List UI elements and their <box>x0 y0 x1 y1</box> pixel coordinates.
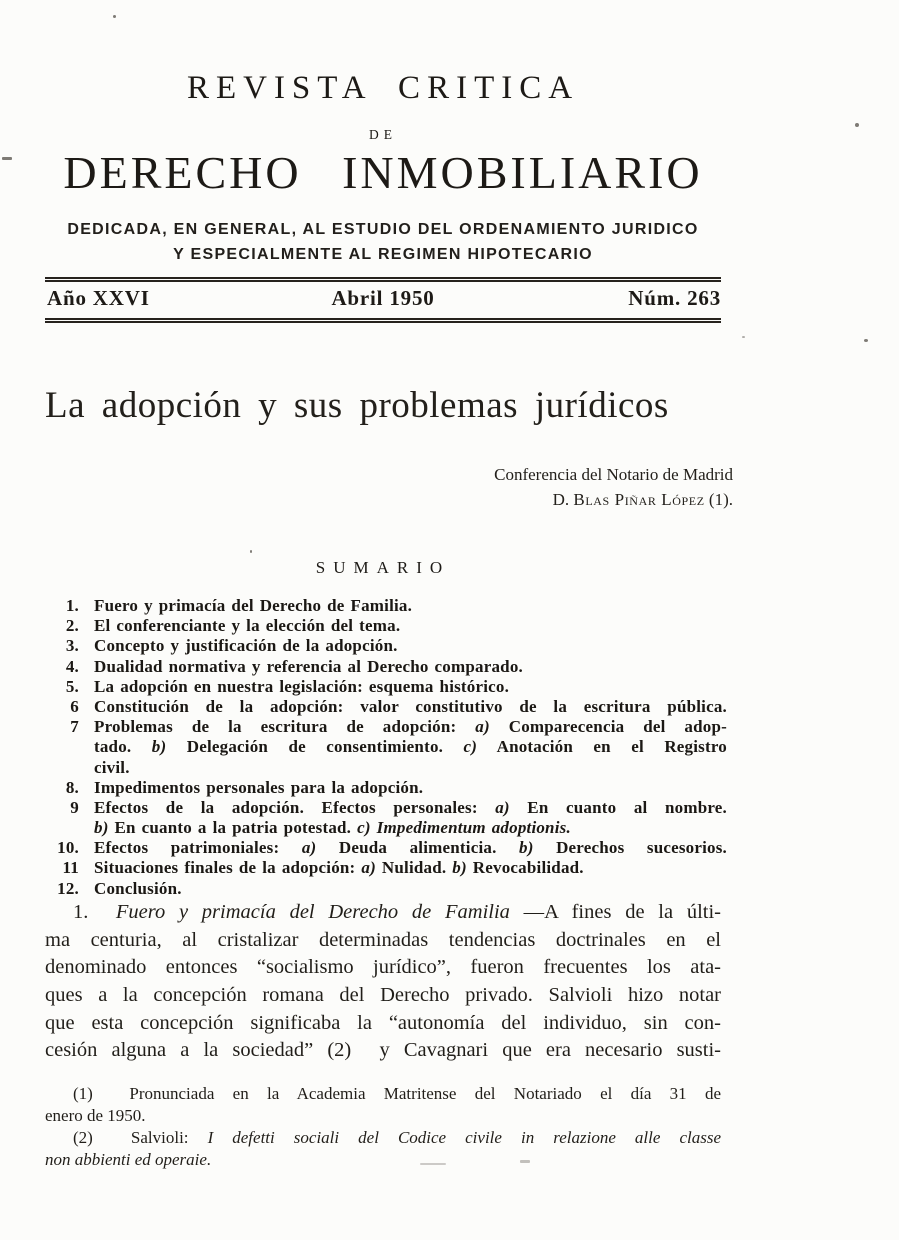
text-segment: Nulidad. <box>375 858 453 878</box>
text-segment: ques a la concepción romana del Derecho privado. Salvioli hizo notar <box>45 984 721 1007</box>
sumario-line <box>94 697 727 717</box>
italic-text-segment: c) <box>463 737 478 757</box>
sumario-line <box>94 616 727 636</box>
sumario-item-text <box>94 838 727 858</box>
sumario-item-number: 9 <box>70 797 79 817</box>
body-line <box>45 899 721 927</box>
sumario-line <box>94 636 727 656</box>
italic-text-segment: a) <box>495 797 510 817</box>
text-segment: Concepto y justificación de la adopción. <box>94 636 398 656</box>
scan-speck <box>864 339 868 342</box>
journal-subtitle-line2: Y ESPECIALMENTE AL REGIMEN HIPOTECARIO <box>173 246 593 263</box>
sumario-line <box>94 818 727 838</box>
text-segment: 1. <box>73 901 116 923</box>
footnote-line <box>45 1127 721 1149</box>
journal-title-de: DE <box>369 127 397 142</box>
issue-bar <box>45 286 721 314</box>
sumario-item-text <box>94 616 727 636</box>
sumario-item-number: 3. <box>65 636 79 656</box>
sumario-heading: SUMARIO <box>315 558 451 577</box>
issue-month: Abril 1950 <box>331 286 435 310</box>
article-title: La adopción y sus problemas jurídicos <box>45 385 669 426</box>
text-segment: La adopción en nuestra legislación: esquema histórico. <box>94 676 510 696</box>
article-body <box>45 899 721 1065</box>
byline-author-line <box>45 487 733 512</box>
sumario-item <box>45 717 727 778</box>
sumario-line <box>94 798 727 818</box>
sumario-item <box>45 616 727 636</box>
text-segment: Efectos de la adopción. Efectos personales: <box>94 797 496 817</box>
italic-text-segment: b) <box>94 818 109 838</box>
footnote-line <box>45 1083 721 1105</box>
footnotes <box>45 1083 721 1171</box>
body-line <box>45 1010 721 1038</box>
text-segment: —A fines de la últi- <box>509 901 721 923</box>
text-segment: El conferenciante y la elección del tema. <box>94 616 401 636</box>
text-segment: En cuanto a la patria potestad. <box>108 818 358 838</box>
text-segment: cesión alguna a la sociedad” (2) y Cavagnari que era necesario susti- <box>45 1039 721 1062</box>
journal-title-line2: DERECHO INMOBILIARIO <box>63 147 703 198</box>
sumario-item <box>45 838 727 858</box>
footnote-line <box>45 1149 721 1171</box>
sumario-item-number: 7 <box>70 717 79 737</box>
sumario-item-text <box>94 657 727 677</box>
sumario-item-text <box>94 879 727 899</box>
sumario-item <box>45 798 727 838</box>
sumario-item <box>45 677 727 697</box>
italic-text-segment: b) <box>151 737 167 757</box>
scan-speck <box>2 157 12 160</box>
italic-text-segment: a) <box>475 717 490 737</box>
text-segment: Anotación en el Registro <box>477 737 727 757</box>
sumario-item-number: 4. <box>65 656 79 676</box>
sumario-item <box>45 657 727 677</box>
italic-text-segment: Fuero y primacía del Derecho de Familia <box>115 901 510 923</box>
text-segment: Situaciones finales de la adopción: <box>94 858 362 878</box>
text-segment: Deuda alimenticia. <box>316 838 520 858</box>
issue-rule-top <box>45 277 721 282</box>
sumario-item <box>45 697 727 717</box>
sumario-line <box>94 737 727 757</box>
sumario-item-number: 6 <box>70 696 79 716</box>
text-segment: Dualidad normativa y referencia al Derecho comparado. <box>94 656 523 676</box>
sumario-item-text <box>94 636 727 656</box>
scan-speck <box>250 550 252 553</box>
text-segment: Delegación de consentimiento. <box>166 737 464 757</box>
sumario-item-text <box>94 717 727 778</box>
sumario-item-number: 10. <box>57 838 79 858</box>
text-segment: ma centuria, al cristalizar determinadas tendencias doctrinales en el <box>45 928 721 951</box>
issue-rule-bottom <box>45 318 721 323</box>
text-segment: Comparecencia del adop- <box>489 717 727 737</box>
sumario-line <box>94 717 727 737</box>
sumario-line <box>94 596 727 616</box>
sumario-line <box>94 879 727 899</box>
text-segment: Revocabilidad. <box>466 858 584 878</box>
text-segment: enero de 1950. <box>45 1106 146 1125</box>
sumario-item-number: 12. <box>57 878 79 898</box>
sumario-list <box>45 596 727 899</box>
sumario-line <box>94 858 727 878</box>
issue-year: Año XXVI <box>47 286 150 310</box>
sumario-item-text <box>94 677 727 697</box>
sumario-item <box>45 778 727 798</box>
byline-footnote-ref: (1). <box>704 490 733 509</box>
byline-honorific: D. <box>552 490 574 509</box>
text-segment: civil. <box>94 757 130 777</box>
sumario-item-text <box>94 697 727 717</box>
sumario-item <box>45 879 727 899</box>
byline <box>45 462 733 512</box>
text-segment: Conclusión. <box>94 878 182 898</box>
footnote-line <box>45 1105 721 1127</box>
scan-speck <box>742 336 745 338</box>
italic-text-segment: b) <box>452 858 467 878</box>
sumario-item-text <box>94 778 727 798</box>
italic-text-segment: a) <box>361 858 376 878</box>
sumario-item <box>45 636 727 656</box>
sumario-item-number: 8. <box>65 777 79 797</box>
sumario-line <box>94 758 727 778</box>
text-segment: Problemas de la escritura de adopción: <box>94 717 476 737</box>
sumario-item-number: 11 <box>62 858 79 878</box>
sumario-item-number: 2. <box>65 616 79 636</box>
italic-text-segment: I defetti sociali del Codice civile in relazione alle classe <box>207 1128 721 1147</box>
text-segment: Fuero y primacía del Derecho de Familia. <box>94 596 413 615</box>
body-line <box>45 954 721 982</box>
sumario-item-text <box>94 596 727 616</box>
italic-text-segment: c) Impedimentum adoptionis. <box>357 818 571 838</box>
sumario-item-text <box>94 798 727 838</box>
byline-author-name: Blas Piñar López <box>573 490 705 509</box>
journal-subtitle-line1: DEDICADA, EN GENERAL, AL ESTUDIO DEL ORDENAMIENTO JURIDICO <box>67 221 699 238</box>
text-segment: tado. <box>94 737 152 757</box>
text-segment: Derechos sucesorios. <box>533 838 727 858</box>
text-segment: (1) Pronunciada en la Academia Matritense del Notariado el día 31 de <box>73 1084 721 1103</box>
sumario-item <box>45 858 727 878</box>
text-segment: (2) Salvioli: <box>73 1128 208 1147</box>
byline-conference-line: Conferencia del Notario de Madrid <box>494 465 733 484</box>
scan-speck <box>113 15 116 18</box>
text-segment: que esta concepción significaba la “autonomía del individuo, sin con- <box>45 1011 721 1034</box>
text-segment: Constitución de la adopción: valor constitutivo de la escritura pública. <box>94 696 727 716</box>
sumario-line <box>94 657 727 677</box>
sumario-line <box>94 838 727 858</box>
text-segment: Efectos patrimoniales: <box>94 838 302 858</box>
sumario-item <box>45 596 727 616</box>
italic-text-segment: a) <box>301 838 317 858</box>
text-segment: En cuanto al nombre. <box>509 797 727 817</box>
text-segment: Impedimentos personales para la adopción. <box>94 777 424 797</box>
italic-text-segment: b) <box>519 838 534 858</box>
sumario-item-text <box>94 858 727 878</box>
sumario-line <box>94 778 727 798</box>
body-line <box>45 1037 721 1065</box>
text-segment: denominado entonces “socialismo jurídico”, fueron frecuentes los ata- <box>45 956 721 979</box>
body-line <box>45 982 721 1010</box>
body-line <box>45 927 721 955</box>
italic-text-segment: non abbienti ed operaie. <box>45 1150 212 1169</box>
scan-speck <box>855 123 859 127</box>
sumario-item-number: 1. <box>65 596 79 615</box>
sumario-item-number: 5. <box>65 676 79 696</box>
issue-number: Núm. 263 <box>628 286 721 310</box>
journal-title-line1: REVISTA CRITICA <box>186 70 580 106</box>
sumario-line <box>94 677 727 697</box>
